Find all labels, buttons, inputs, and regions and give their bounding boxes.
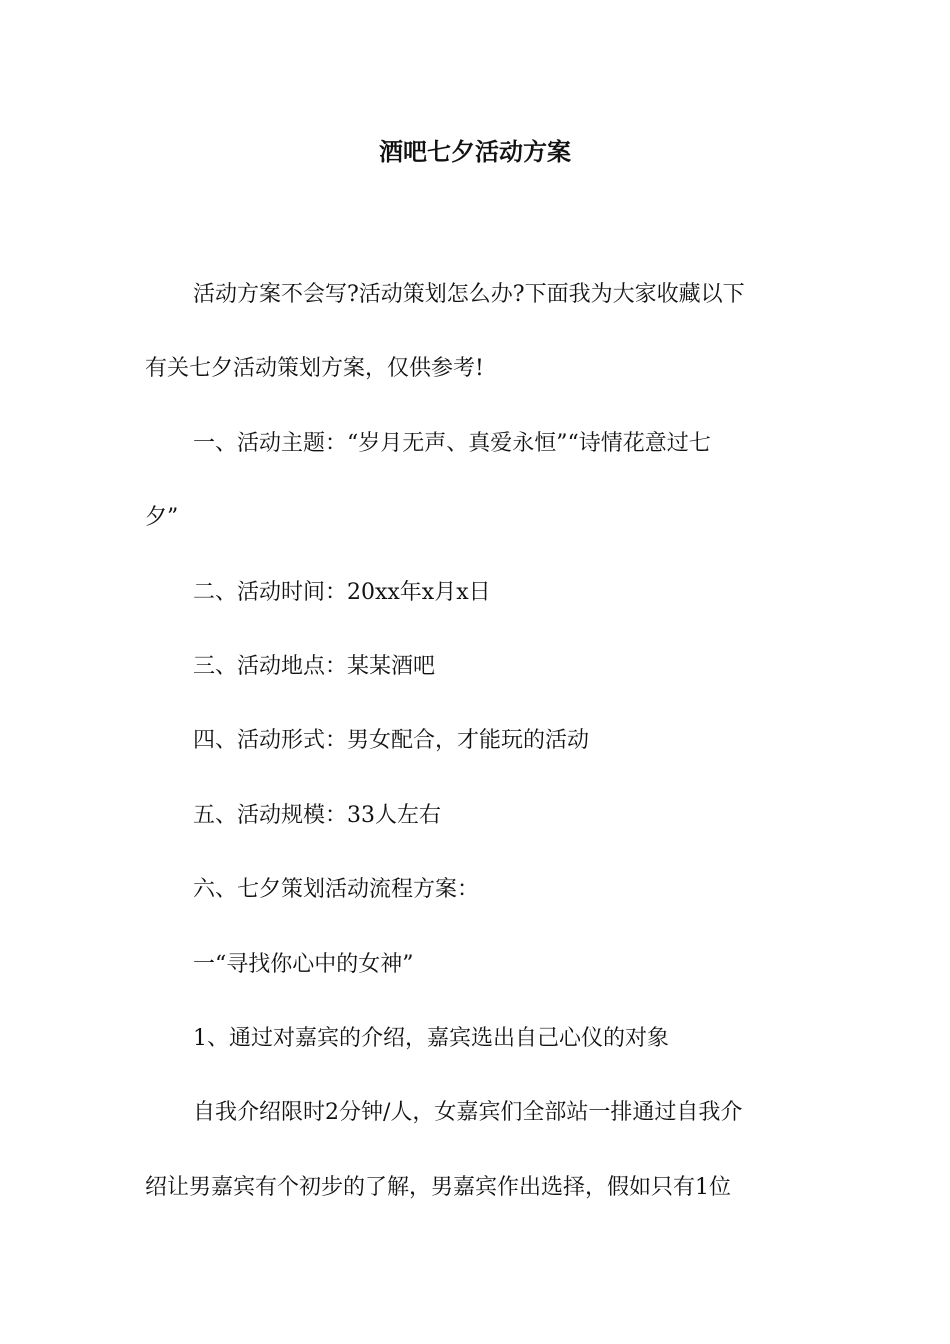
paragraph-line: 四、活动形式：男女配合，才能玩的活动 — [193, 728, 590, 754]
paragraph-line: 1、通过对嘉宾的介绍，嘉宾选出自己心仪的对象 — [193, 1026, 669, 1052]
paragraph-line: 自我介绍限时2分钟/人，女嘉宾们全部站一排通过自我介 — [193, 1100, 743, 1126]
paragraph-line: 五、活动规模：33人左右 — [193, 802, 441, 828]
paragraph-line: 夕” — [145, 505, 179, 531]
paragraph-line: 有关七夕活动策划方案，仅供参考! — [145, 356, 484, 382]
document-body — [145, 258, 807, 1225]
document-title: 酒吧七夕活动方案 — [379, 137, 571, 166]
paragraph-line: 绍让男嘉宾有个初步的了解，男嘉宾作出选择，假如只有1位 — [145, 1174, 731, 1200]
paragraph-line: 三、活动地点：某某酒吧 — [193, 654, 436, 680]
paragraph-line: 一、活动主题：“岁月无声、真爱永恒”“诗情花意过七 — [193, 430, 711, 456]
paragraph-line: 六、七夕策划活动流程方案： — [193, 877, 480, 903]
paragraph-line: 活动方案不会写?活动策划怎么办?下面我为大家收藏以下 — [193, 282, 745, 307]
paragraph-line: 二、活动时间：20xx年x月x日 — [193, 579, 491, 605]
paragraph-line: 一“寻找你心中的女神” — [193, 951, 414, 977]
